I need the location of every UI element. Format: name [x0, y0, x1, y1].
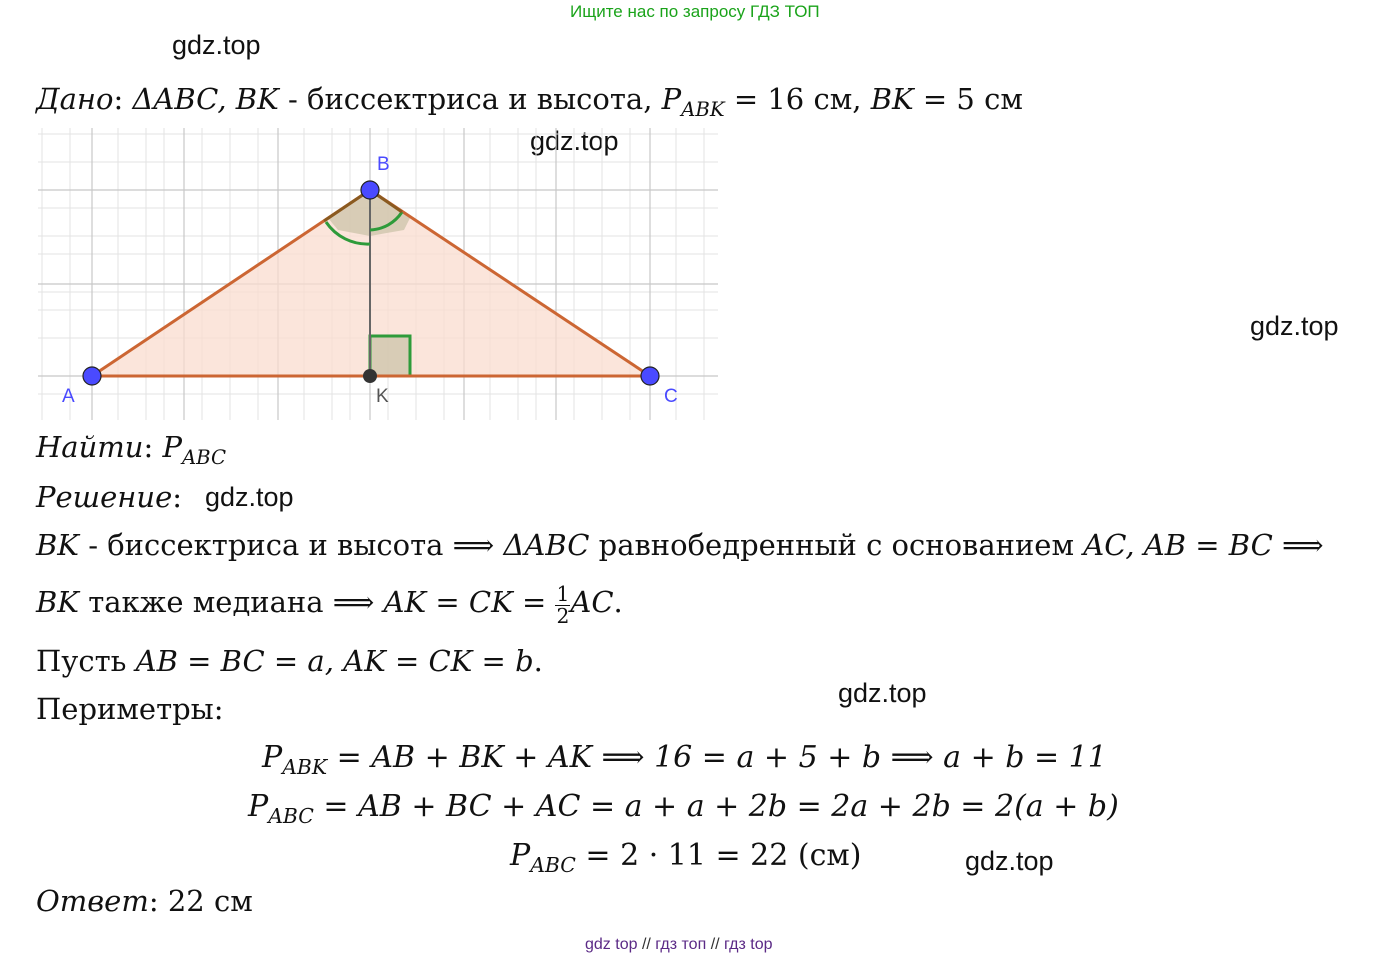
equation-3 — [510, 838, 861, 877]
given-p-sub: ABK — [681, 97, 725, 121]
label-a: A — [62, 386, 75, 407]
eq1-rest: = AB + BK + AK ⟹ 16 = a + 5 + b ⟹ a + b = 11 — [327, 740, 1107, 775]
label-b: B — [377, 154, 390, 175]
step2-eq: AK = CK = — [383, 585, 556, 620]
given-triangle: ΔABC, BK — [132, 82, 279, 116]
given-text: - биссектриса и высота, — [278, 82, 662, 116]
solution-step-1 — [36, 528, 1324, 562]
watermark: gdz.top — [965, 846, 1054, 876]
point-b — [361, 181, 379, 199]
eq3-p: P — [510, 838, 531, 873]
label-k: K — [376, 386, 389, 407]
search-hint[interactable]: Ищите нас по запросу ГДЗ ТОП — [570, 2, 820, 21]
footer-link-2[interactable]: гдз топ — [655, 936, 707, 953]
answer-colon: : — [148, 884, 159, 918]
eq2-p: P — [248, 789, 269, 824]
find-label: Найти — [36, 430, 144, 464]
given-colon: : — [113, 82, 124, 116]
point-a — [83, 367, 101, 385]
watermark: gdz.top — [838, 678, 927, 708]
equation-2 — [248, 789, 1119, 828]
solution-line — [36, 480, 182, 514]
find-p: P — [162, 430, 182, 464]
find-p-sub: ABC — [181, 445, 227, 469]
step1-bk: BK — [36, 528, 79, 562]
given-bk: BK — [870, 82, 914, 116]
given-p: P — [661, 82, 682, 116]
fraction-half — [555, 584, 570, 628]
given-line — [36, 82, 1023, 121]
step3-eq: AB = BC = a, AK = CK = b — [135, 644, 534, 678]
point-c — [641, 367, 659, 385]
fraction-num: 1 — [556, 582, 570, 606]
footer-sep-2: // — [710, 936, 720, 953]
footer-sep-1: // — [641, 936, 651, 953]
answer-value: 22 см — [158, 884, 253, 918]
find-colon: : — [143, 430, 154, 464]
step2-dot: . — [613, 585, 623, 620]
fraction-den: 2 — [556, 604, 570, 629]
footer-link-1[interactable]: gdz top — [585, 936, 638, 953]
footer-links — [585, 936, 773, 954]
equation-1 — [262, 740, 1107, 779]
step3-let: Пусть — [36, 644, 136, 678]
solution-step-3 — [36, 644, 543, 678]
perimeters-heading: Периметры: — [36, 692, 224, 726]
triangle-figure — [38, 128, 718, 420]
eq2-rest: = AB + BC + AC = a + a + 2b = 2a + 2b = 2(a + b) — [313, 789, 1119, 824]
eq1-p: P — [262, 740, 283, 775]
given-bk-val: = 5 см — [913, 82, 1023, 116]
point-k — [363, 369, 377, 383]
step1-text2: равнобедренный с основанием — [589, 528, 1084, 562]
eq3-sub: ABC — [530, 853, 576, 878]
eq1-sub: ABK — [282, 755, 328, 780]
given-p-val: = 16 см, — [724, 82, 871, 116]
watermark: gdz.top — [172, 30, 261, 60]
solution-colon: : — [172, 480, 183, 514]
step1-triangle: ΔABC — [503, 528, 590, 562]
step2-text: также медиана ⟹ — [78, 585, 384, 620]
eq3-rest: = 2 · 11 = 22 (см) — [575, 838, 862, 873]
step2-bk: BK — [36, 585, 79, 620]
given-label: Дано — [36, 82, 114, 116]
watermark: gdz.top — [1250, 311, 1339, 341]
step1-text: - биссектриса и высота ⟹ — [78, 528, 504, 562]
step1-ac: AC, AB = BC — [1083, 528, 1273, 562]
step2-ac: AC — [570, 585, 614, 620]
watermark: gdz.top — [205, 482, 294, 512]
solution-step-2 — [36, 584, 623, 628]
answer-line — [36, 884, 253, 918]
footer-link-3[interactable]: гдз top — [724, 936, 773, 953]
right-angle-mark — [370, 336, 410, 376]
step3-dot: . — [533, 644, 543, 678]
eq2-sub: ABC — [268, 804, 314, 829]
step1-implies: ⟹ — [1272, 528, 1324, 562]
find-line — [36, 430, 226, 469]
label-c: C — [664, 386, 678, 407]
solution-label: Решение — [36, 480, 173, 514]
watermark: gdz.top — [530, 126, 619, 156]
answer-label: Ответ — [36, 884, 149, 918]
